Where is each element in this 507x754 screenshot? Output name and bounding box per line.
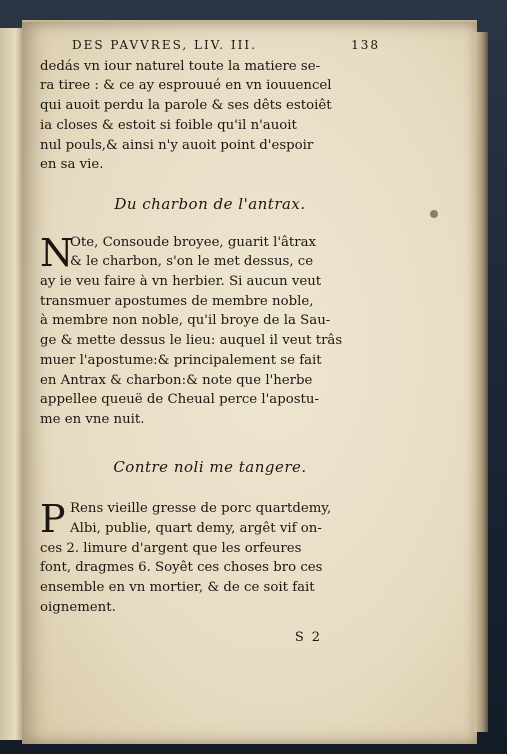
drop-cap: N [40,230,74,275]
facing-page-edge [0,28,23,740]
text-line: me en vne nuit. [40,411,145,427]
text-line: appellee queuë de Cheual perce l'apostu- [40,392,319,408]
text-line: muer l'apostume:& principalement se fait [40,352,322,368]
text-line: font, dragmes 6. Soyêt ces choses bro ces [40,560,323,576]
text-line: à membre non noble, qu'il broye de la Sau- [40,313,331,329]
signature-number: 2 [311,629,320,645]
text-line: Albi, publie, quart demy, argêt vif on- [70,521,322,537]
page-number: 138 [351,38,380,52]
text-line: ces 2. limure d'argent que les orfeures [40,540,302,556]
paper-stain [430,210,438,218]
running-header [40,36,380,56]
signature-mark [40,628,380,648]
page-text [40,36,380,647]
text-line: Rens vieille gresse de porc quartdemy, [70,501,332,517]
page-fore-edge [474,32,488,732]
text-line: en sa vie. [40,157,104,173]
signature-letter: S [294,629,304,645]
text-line: Ote, Consoude broyee, guarit l'âtrax [70,234,317,250]
text-line: ge & mette dessus le lieu: auquel il veut trâs [40,333,343,349]
running-title: DES PAVVRES, LIV. III. [72,38,257,52]
text-line: & le charbon, s'on le met dessus, ce [70,254,314,270]
text-line: ia closes & estoit si foible qu'il n'auoit [40,117,297,133]
text-line: ay ie veu faire à vn herbier. Si aucun veut [40,274,322,290]
text-line: ensemble en vn mortier, & de ce soit fait [40,580,315,596]
text-line: ra tiree : & ce ay esprouué en vn iouuencel [40,78,332,94]
text-line: dedás vn iour naturel toute la matiere se- [40,58,321,74]
paragraph-1 [40,57,380,175]
text-line: transmuer apostumes de membre noble, [40,293,314,309]
text-line: qui auoit perdu la parole & ses dêts estoiêt [40,98,332,114]
text-line: oignement. [40,599,116,615]
text-line: nul pouls,& ainsi n'y auoit point d'espoir [40,137,314,153]
section-heading-antrax: Du charbon de l'antrax. [114,194,306,213]
drop-cap: P [40,497,66,542]
section-heading-noli-me-tangere: Contre noli me tangere. [113,457,307,476]
text-line: en Antrax & charbon:& note que l'herbe [40,372,313,388]
paragraph-2 [40,230,380,430]
paragraph-3 [40,499,380,617]
